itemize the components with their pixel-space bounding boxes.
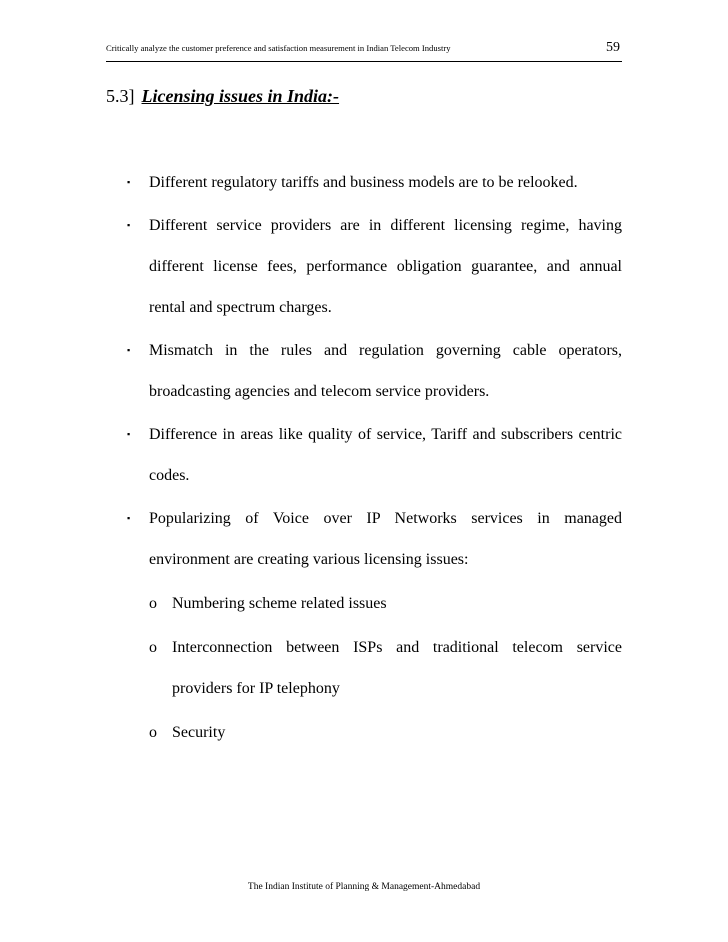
bullet-item [127, 414, 622, 496]
bullet-list [127, 162, 622, 756]
circle-bullet-icon: o [149, 595, 157, 612]
section-title: Licensing issues in India:- [141, 86, 340, 106]
bullet-text: Popularizing of Voice over IP Networks services in managed environment are creating various licensing issues: [149, 510, 622, 568]
sub-bullet-text: Numbering scheme related issues [172, 595, 387, 612]
square-bullet-icon: ▪ [127, 220, 131, 230]
bullet-item [127, 162, 622, 203]
bullet-text: Different regulatory tariffs and business models are to be relooked. [149, 174, 578, 191]
bullet-item [127, 205, 622, 328]
circle-bullet-icon: o [149, 724, 157, 741]
section-number: 5.3] [106, 86, 135, 106]
sub-bullet-text: Interconnection between ISPs and traditional telecom service providers for IP telephony [172, 639, 622, 697]
square-bullet-icon: ▪ [127, 429, 131, 439]
header-title: Critically analyze the customer preference and satisfaction measurement in Indian Telecom Industry [106, 43, 451, 53]
sub-bullet-text: Security [172, 724, 226, 741]
square-bullet-icon: ▪ [127, 345, 131, 355]
page-footer: The Indian Institute of Planning & Management-Ahmedabad [247, 882, 481, 892]
page-number: 59 [606, 40, 620, 55]
page-header [106, 41, 622, 62]
bullet-text: Mismatch in the rules and regulation governing cable operators, broadcasting agencies and telecom service providers. [149, 342, 622, 400]
bullet-text: Difference in areas like quality of service, Tariff and subscribers centric codes. [149, 426, 622, 484]
bullet-item [127, 330, 622, 412]
sub-bullet-list [149, 583, 622, 753]
bullet-item [127, 498, 622, 753]
section-heading [106, 86, 339, 107]
bullet-text: Different service providers are in different licensing regime, having different license fees, performance obligation guarantee, and annual rental and spectrum charges. [149, 217, 622, 316]
sub-bullet-item [149, 583, 622, 624]
sub-bullet-item [149, 627, 622, 709]
square-bullet-icon: ▪ [127, 513, 131, 523]
circle-bullet-icon: o [149, 639, 157, 656]
sub-bullet-item [149, 712, 622, 753]
square-bullet-icon: ▪ [127, 177, 131, 187]
